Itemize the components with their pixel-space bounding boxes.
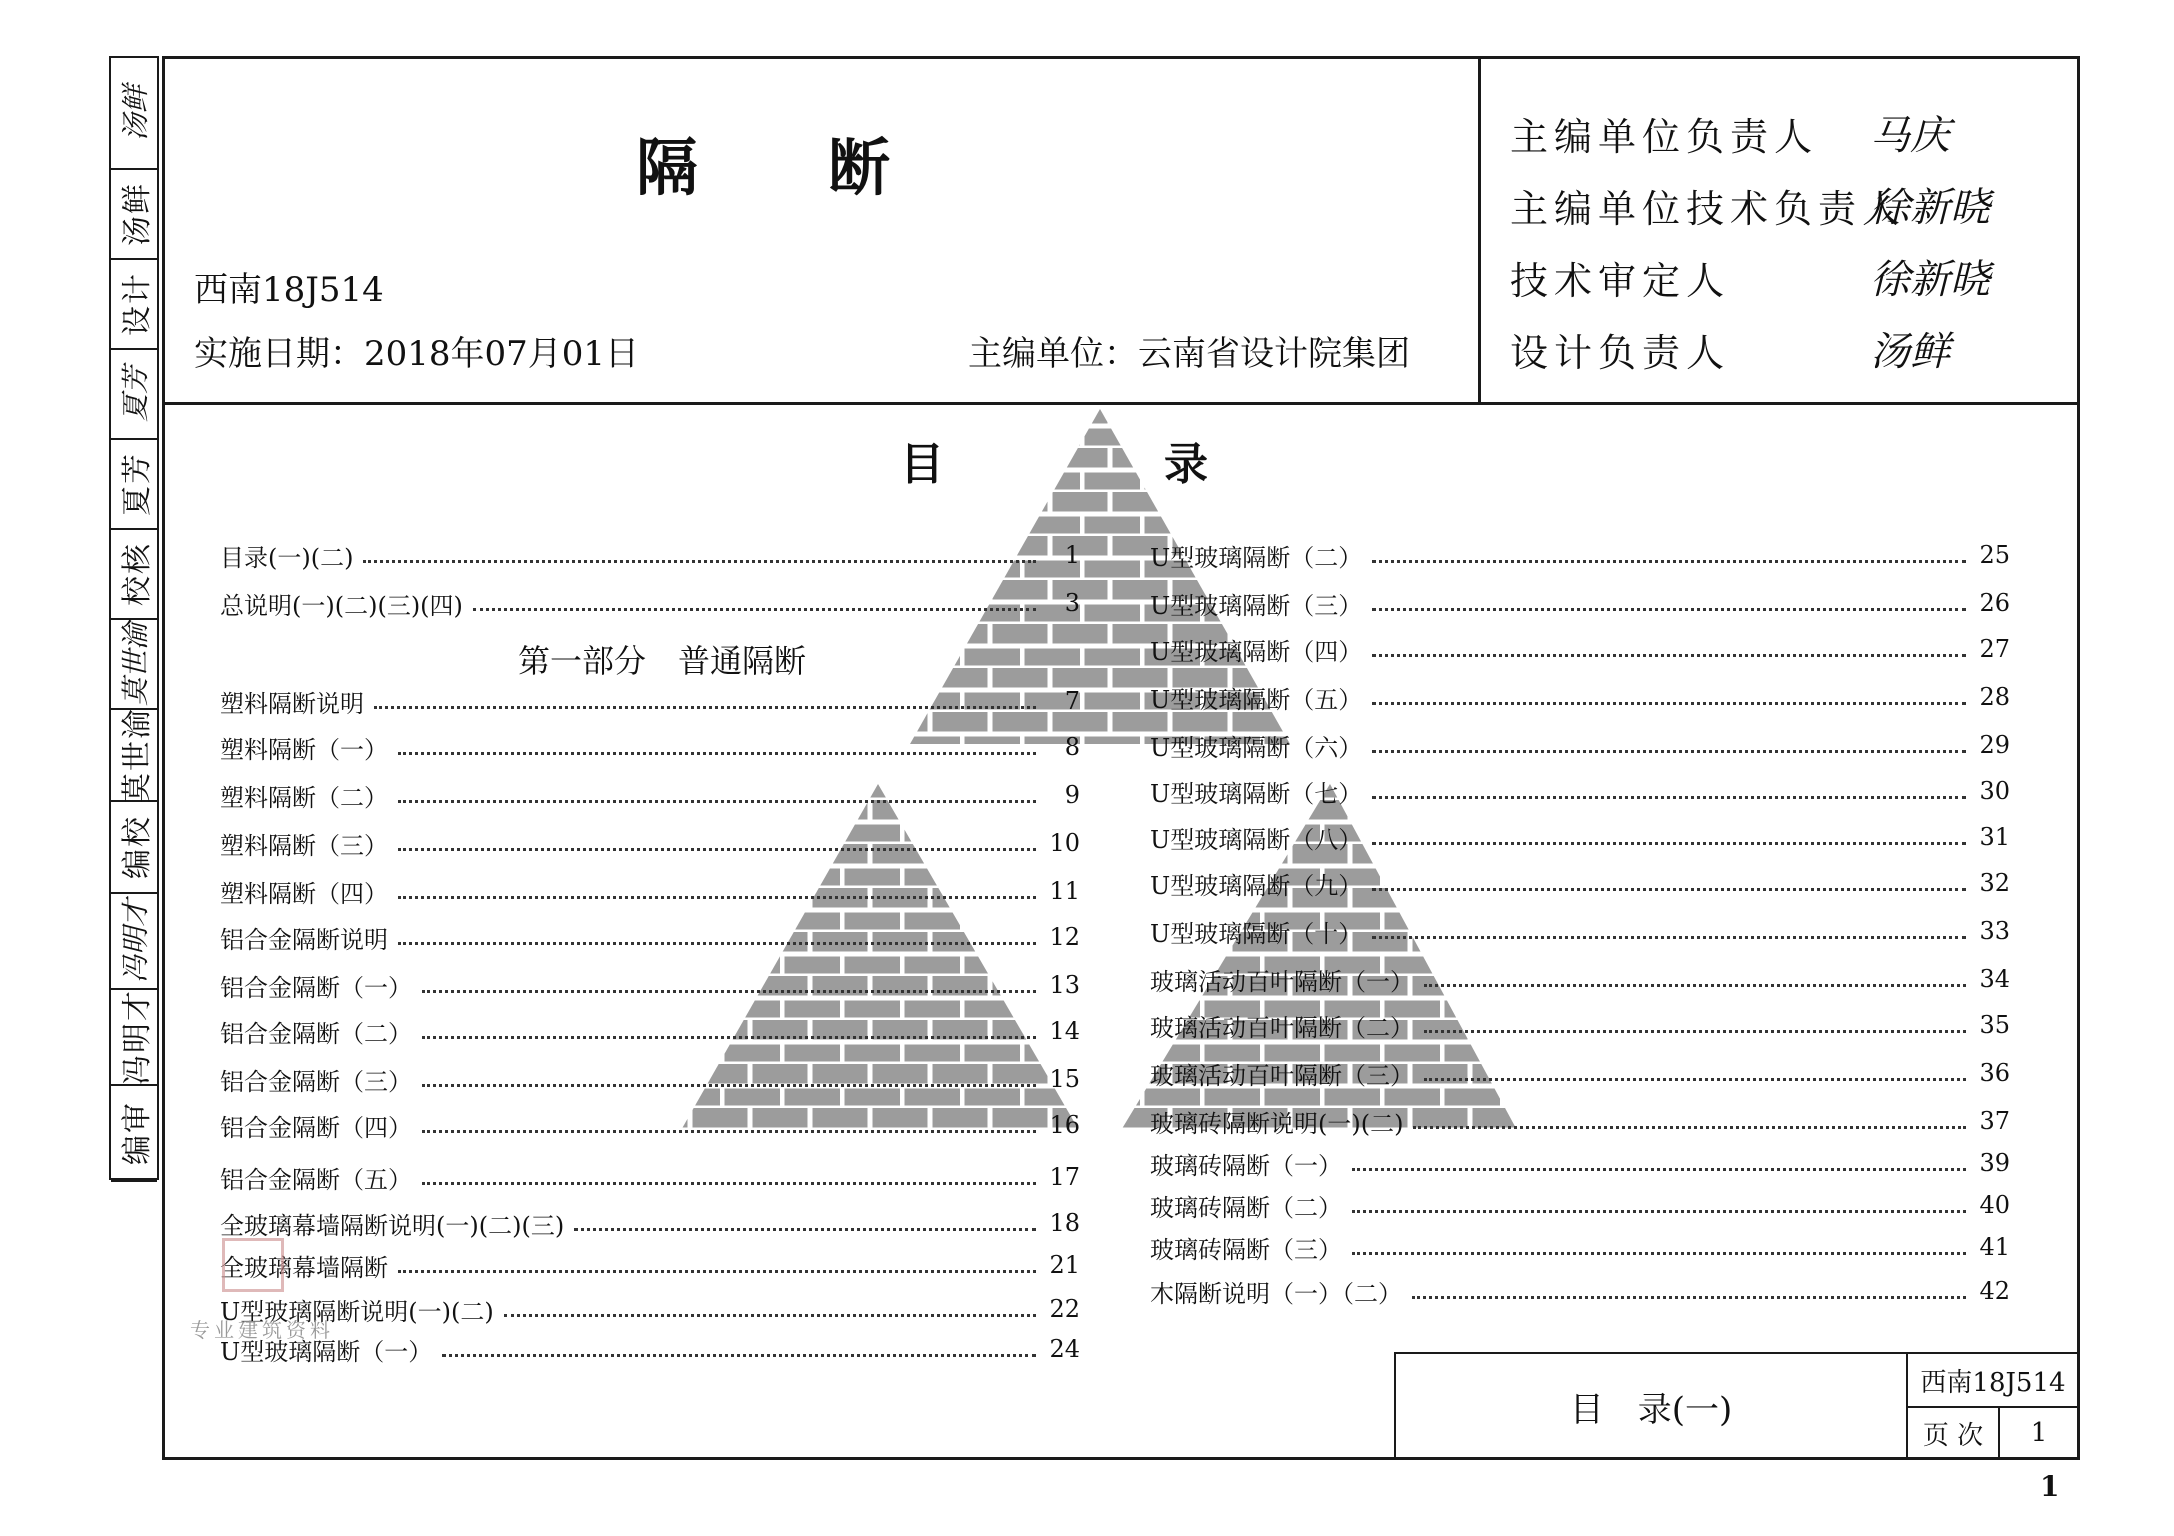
toc-entry-page: 28 [1979, 683, 2010, 711]
toc-leader-dots [1372, 702, 1966, 705]
toc-entry-page: 1 [1064, 541, 1080, 569]
title-block-sheet-title [1394, 1352, 1908, 1460]
toc-leader-dots [1424, 1078, 1966, 1081]
toc-entry[interactable] [1150, 680, 2010, 714]
sidebar-cell [111, 707, 157, 803]
toc-entry[interactable] [220, 538, 1080, 572]
toc-entry-label: 铝合金隔断（五） [220, 1165, 412, 1194]
responsible-signature: 徐新晓 [1870, 185, 1990, 231]
toc-entry[interactable] [1150, 1104, 2010, 1138]
toc-entry-page: 41 [1979, 1233, 2010, 1261]
responsible-row [1510, 244, 2070, 304]
toc-entry-label: U型玻璃隔断（九） [1150, 871, 1363, 900]
toc-entry-page: 24 [1049, 1335, 1080, 1363]
sidebar-cell [111, 530, 157, 620]
toc-leader-dots [574, 1228, 1036, 1231]
toc-entry[interactable] [1150, 538, 2010, 572]
toc-entry-page: 27 [1979, 635, 2010, 663]
title-block-code-cell [1906, 1352, 2080, 1408]
sidebar-cell [111, 1086, 157, 1182]
toc-entry-page: 40 [1979, 1191, 2010, 1219]
header-vertical-divider [1478, 56, 1481, 404]
toc-entry-page: 34 [1979, 965, 2010, 993]
responsible-row [1510, 100, 2070, 160]
sidebar-cell [111, 620, 157, 710]
toc-leader-dots [1372, 888, 1966, 891]
sidebar-cell [111, 802, 157, 894]
toc-leader-dots [398, 896, 1036, 899]
toc-entry-label: 目录(一)(二) [220, 543, 354, 572]
toc-entry-label: 玻璃砖隔断（三） [1150, 1235, 1342, 1264]
document-title: 隔 断 [636, 131, 893, 204]
toc-entry[interactable] [220, 1108, 1080, 1142]
toc-entry-label: 全玻璃幕墙隔断说明(一)(二)(三) [220, 1211, 565, 1240]
sidebar-cell [111, 58, 157, 170]
toc-leader-dots [398, 1270, 1036, 1273]
sidebar-role-label: 校核 [120, 542, 155, 606]
toc-entry-page: 32 [1979, 869, 2010, 897]
toc-leader-dots [1372, 842, 1966, 845]
sidebar-signature: 汤鲜 [119, 84, 153, 142]
toc-entry[interactable] [1150, 1146, 2010, 1180]
toc-leader-dots [1412, 1296, 1966, 1299]
toc-entry-label: 塑料隔断（二） [220, 783, 388, 812]
editing-organization: 主编单位：云南省设计院集团 [968, 334, 1410, 374]
toc-entry[interactable] [1150, 632, 2010, 666]
toc-leader-dots [398, 752, 1036, 755]
toc-entry-page: 3 [1064, 589, 1080, 617]
sidebar-role-label: 汤鲜 [120, 182, 155, 246]
toc-entry[interactable] [1150, 1274, 2010, 1308]
toc-section-heading: 第一部分 普通隔断 [518, 642, 807, 680]
toc-entry-label: 塑料隔断（四） [220, 879, 388, 908]
toc-entry-page: 17 [1049, 1163, 1080, 1191]
toc-entry-label: 铝合金隔断（一） [220, 973, 412, 1002]
faded-stamp [222, 1238, 284, 1292]
toc-entry[interactable] [220, 1160, 1080, 1194]
toc-entry[interactable] [1150, 774, 2010, 808]
toc-entry-page: 21 [1049, 1251, 1080, 1279]
toc-entry-page: 37 [1979, 1107, 2010, 1135]
sidebar-role-label: 夏芳 [120, 452, 155, 516]
toc-leader-dots [1352, 1252, 1966, 1255]
toc-leader-dots [473, 608, 1036, 611]
toc-leader-dots [1372, 750, 1966, 753]
toc-entry-page: 31 [1979, 823, 2010, 851]
toc-entry[interactable] [220, 1014, 1080, 1048]
toc-entry-page: 29 [1979, 731, 2010, 759]
toc-leader-dots [504, 1314, 1036, 1317]
toc-entry[interactable] [220, 778, 1080, 812]
sidebar-role-label: 编审 [120, 1101, 155, 1165]
toc-entry-page: 9 [1064, 781, 1080, 809]
sidebar-signature: 夏芳 [119, 365, 153, 423]
toc-leader-dots [422, 1130, 1036, 1133]
effective-date: 实施日期：2018年07月01日 [194, 334, 640, 374]
toc-entry-label: 玻璃砖隔断说明(一)(二) [1150, 1109, 1404, 1138]
toc-entry[interactable] [1150, 1230, 2010, 1264]
toc-entry-label: 玻璃活动百叶隔断（三） [1150, 1061, 1414, 1090]
sidebar-role-label: 设计 [120, 272, 155, 336]
title-block-page-label-cell [1906, 1406, 2000, 1460]
toc-entry-page: 16 [1049, 1111, 1080, 1139]
toc-entry[interactable] [1150, 586, 2010, 620]
toc-leader-dots [422, 990, 1036, 993]
sidebar-cell [111, 170, 157, 260]
toc-entry-page: 36 [1979, 1059, 2010, 1087]
toc-entry-label: 木隔断说明（一）（二） [1150, 1279, 1402, 1308]
toc-entry-label: 铝合金隔断（二） [220, 1019, 412, 1048]
toc-entry[interactable] [220, 1332, 1080, 1366]
toc-entry-label: U型玻璃隔断（二） [1150, 543, 1363, 572]
sidebar-cell [111, 894, 157, 990]
sidebar-role-label: 编校 [120, 815, 155, 879]
responsible-role: 主编单位技术负责人 [1510, 187, 1907, 231]
toc-entry[interactable] [220, 1206, 1080, 1240]
toc-entry-page: 15 [1049, 1065, 1080, 1093]
toc-entry[interactable] [220, 1248, 1080, 1282]
signature-sidebar [109, 56, 159, 1180]
toc-entry-label: U型玻璃隔断（四） [1150, 637, 1363, 666]
toc-entry[interactable] [220, 1292, 1080, 1326]
title-block-page-no-cell [1998, 1406, 2080, 1460]
toc-leader-dots [422, 1084, 1036, 1087]
toc-entry[interactable] [1150, 914, 2010, 948]
toc-entry[interactable] [1150, 1188, 2010, 1222]
watermark-text: 专业建筑资料 [190, 1318, 334, 1342]
toc-entry-label: U型玻璃隔断（三） [1150, 591, 1363, 620]
toc-entry-label: U型玻璃隔断（八） [1150, 825, 1363, 854]
toc-entry[interactable] [1150, 1056, 2010, 1090]
toc-leader-dots [442, 1354, 1036, 1357]
toc-leader-dots [1352, 1168, 1966, 1171]
toc-leader-dots [1352, 1210, 1966, 1213]
toc-entry[interactable] [220, 874, 1080, 908]
sidebar-cell [111, 990, 157, 1086]
toc-entry-page: 25 [1979, 541, 2010, 569]
toc-entry-page: 8 [1064, 733, 1080, 761]
toc-entry[interactable] [1150, 866, 2010, 900]
toc-leader-dots [1424, 1030, 1966, 1033]
toc-entry-page: 26 [1979, 589, 2010, 617]
toc-leader-dots [1372, 608, 1966, 611]
toc-entry-label: 玻璃砖隔断（一） [1150, 1151, 1342, 1180]
toc-entry[interactable] [1150, 1008, 2010, 1042]
responsible-role: 主编单位负责人 [1510, 115, 1819, 159]
sidebar-signature: 莫世渝 [119, 621, 153, 707]
sidebar-role-label: 冯明才 [120, 989, 155, 1085]
document-code: 西南18J514 [194, 270, 384, 310]
responsible-signature: 汤鲜 [1870, 329, 1950, 375]
toc-entry[interactable] [220, 1062, 1080, 1096]
toc-entry[interactable] [1150, 820, 2010, 854]
toc-leader-dots [1372, 936, 1966, 939]
page-number: 1 [2040, 1470, 2060, 1503]
sidebar-signature: 冯明才 [119, 898, 153, 984]
toc-entry-label: U型玻璃隔断（十） [1150, 919, 1363, 948]
toc-leader-dots [1424, 984, 1966, 987]
toc-entry-label: U型玻璃隔断（六） [1150, 733, 1363, 762]
toc-leader-dots [422, 1036, 1036, 1039]
toc-leader-dots [398, 848, 1036, 851]
toc-entry[interactable] [220, 586, 1080, 620]
responsible-role: 技术审定人 [1510, 259, 1731, 303]
toc-leader-dots [1413, 1126, 1966, 1129]
toc-entry-label: 塑料隔断（三） [220, 831, 388, 860]
toc-entry-page: 42 [1979, 1277, 2010, 1305]
toc-entry-page: 13 [1049, 971, 1080, 999]
toc-leader-dots [1372, 796, 1966, 799]
toc-entry-label: 总说明(一)(二)(三)(四) [220, 591, 463, 620]
toc-entry-label: 玻璃活动百叶隔断（二） [1150, 1013, 1414, 1042]
responsible-row [1510, 316, 2070, 376]
sidebar-cell [111, 440, 157, 530]
toc-entry-label: 塑料隔断（一） [220, 735, 388, 764]
responsible-signature: 马庆 [1870, 113, 1950, 159]
toc-title: 目 录 [900, 439, 1208, 490]
toc-leader-dots [1372, 560, 1966, 563]
toc-entry-label: U型玻璃隔断（一） [220, 1337, 433, 1366]
toc-entry[interactable] [220, 826, 1080, 860]
sheet-title: 目 录(一) [1569, 1389, 1733, 1430]
sidebar-role-label: 莫世渝 [120, 707, 155, 803]
toc-entry-label: 铝合金隔断说明 [220, 925, 388, 954]
responsible-role: 设计负责人 [1510, 331, 1731, 375]
toc-entry-label: 玻璃活动百叶隔断（一） [1150, 967, 1414, 996]
toc-entry[interactable] [220, 920, 1080, 954]
page-label: 页 次 [1922, 1420, 1984, 1451]
toc-entry-label: U型玻璃隔断说明(一)(二) [220, 1297, 494, 1326]
toc-entry-page: 12 [1049, 923, 1080, 951]
toc-entry-page: 30 [1979, 777, 2010, 805]
responsible-row [1510, 172, 2070, 232]
toc-entry[interactable] [1150, 728, 2010, 762]
toc-entry[interactable] [220, 684, 1080, 718]
toc-entry-page: 7 [1064, 687, 1080, 715]
toc-entry-page: 33 [1979, 917, 2010, 945]
toc-entry-page: 14 [1049, 1017, 1080, 1045]
toc-entry-label: 塑料隔断说明 [220, 689, 364, 718]
toc-entry-label: 玻璃砖隔断（二） [1150, 1193, 1342, 1222]
toc-entry-label: 铝合金隔断（四） [220, 1113, 412, 1142]
toc-entry-page: 18 [1049, 1209, 1080, 1237]
toc-entry[interactable] [1150, 962, 2010, 996]
responsible-persons [1510, 100, 2070, 390]
responsible-signature: 徐新晓 [1870, 257, 1990, 303]
toc-leader-dots [398, 942, 1036, 945]
toc-leader-dots [1372, 654, 1966, 657]
toc-entry-page: 22 [1049, 1295, 1080, 1323]
toc-leader-dots [398, 800, 1036, 803]
toc-entry-label: 铝合金隔断（三） [220, 1067, 412, 1096]
toc-entry-label: 全玻璃幕墙隔断 [220, 1253, 388, 1282]
title-block-code: 西南18J514 [1920, 1367, 2066, 1398]
toc-leader-dots [374, 706, 1036, 709]
toc-entry[interactable] [220, 730, 1080, 764]
toc-entry-page: 39 [1979, 1149, 2010, 1177]
sidebar-cell [111, 260, 157, 350]
sidebar-cell [111, 350, 157, 440]
toc-entry-page: 11 [1049, 877, 1080, 905]
page-no: 1 [2030, 1418, 2048, 1448]
toc-entry-page: 35 [1979, 1011, 2010, 1039]
toc-leader-dots [422, 1182, 1036, 1185]
toc-entry-label: U型玻璃隔断（五） [1150, 685, 1363, 714]
toc-entry-label: U型玻璃隔断（七） [1150, 779, 1363, 808]
toc-entry-page: 10 [1049, 829, 1080, 857]
toc-entry[interactable] [220, 968, 1080, 1002]
toc-leader-dots [363, 560, 1036, 563]
